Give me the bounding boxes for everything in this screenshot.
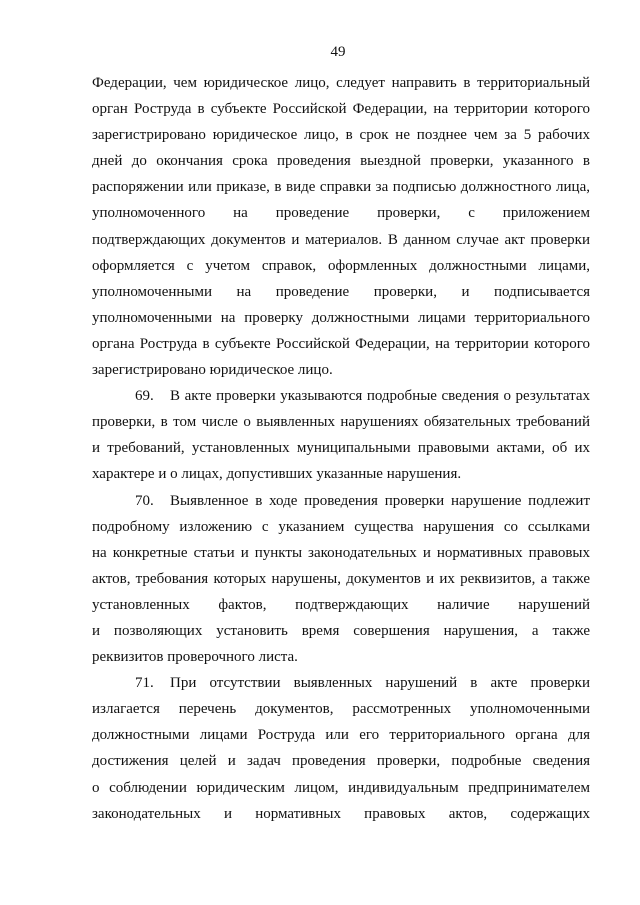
paragraph-71 (92, 670, 590, 827)
text-line: и позволяющих установить время совершения нарушения, а также (92, 622, 590, 639)
text-line: о соблюдении юридическим лицом, индивидуальным предпринимателем (92, 779, 590, 796)
text-line: реквизитов проверочного листа. (92, 649, 298, 666)
text-line-content: При отсутствии выявленных нарушений в акте проверки (170, 675, 590, 692)
text-line: уполномоченными на проведение проверки, и подписывается (92, 283, 590, 300)
paragraph-69 (92, 383, 590, 487)
text-line: на конкретные статьи и пункты законодательных и нормативных правовых (92, 544, 590, 561)
paragraph-number: 69. (135, 388, 154, 405)
text-line: уполномоченного на проведение проверки, с приложением (92, 205, 590, 222)
text-line-content: Выявленное в ходе проведения проверки нарушение подлежит (170, 492, 590, 509)
text-line: проверки, в том числе о выявленных нарушениях обязательных требований (92, 414, 590, 431)
text-line: оформляется с учетом справок, оформленных должностными лицами, (92, 257, 590, 274)
text-line: и требований, установленных муниципальными правовыми актами, об их (92, 440, 590, 457)
text-line: законодательных и нормативных правовых актов, содержащих (92, 805, 590, 822)
text-line: Федерации, чем юридическое лицо, следует направить в территориальный (92, 75, 590, 91)
text-line: достижения целей и задач проведения проверки, подробные сведения (92, 753, 590, 770)
text-line: подтверждающих документов и материалов. В данном случае акт проверки (92, 231, 590, 248)
text-line (92, 488, 590, 514)
document-body (92, 70, 590, 827)
paragraph (92, 70, 590, 383)
text-line: зарегистрировано юридическое лицо. (92, 362, 333, 379)
text-line: уполномоченными на проверку должностными лицами территориального (92, 309, 590, 326)
page-number: 49 (330, 44, 346, 60)
text-line: органа Роструда в субъекте Российской Федерации, на территории которого (92, 335, 590, 352)
text-line: актов, требования которых нарушены, документов и их реквизитов, а также (92, 570, 590, 587)
text-line (92, 383, 590, 409)
paragraph-70 (92, 488, 590, 671)
text-line: орган Роструда в субъекте Российской Федерации, на территории которого (92, 101, 590, 118)
text-line: характере и о лицах, допустивших указанные нарушения. (92, 466, 462, 483)
text-line: дней до окончания срока проведения выездной проверки, указанного в (92, 153, 590, 170)
text-line-content: В акте проверки указываются подробные сведения о результатах (170, 388, 590, 405)
text-line: зарегистрировано юридическое лицо, в срок не позднее чем за 5 рабочих (92, 127, 590, 144)
paragraph-number: 71. (135, 675, 154, 692)
text-line (92, 670, 590, 696)
text-line: подробному изложению с указанием существа нарушения со ссылками (92, 518, 590, 535)
paragraph-number: 70. (135, 492, 154, 509)
text-line: установленных фактов, подтверждающих наличие нарушений (92, 596, 590, 613)
text-line: должностными лицами Роструда или его территориального органа для (92, 727, 590, 744)
text-line: распоряжении или приказе, в виде справки за подписью должностного лица, (92, 179, 590, 196)
text-line: излагается перечень документов, рассмотренных уполномоченными (92, 701, 590, 718)
